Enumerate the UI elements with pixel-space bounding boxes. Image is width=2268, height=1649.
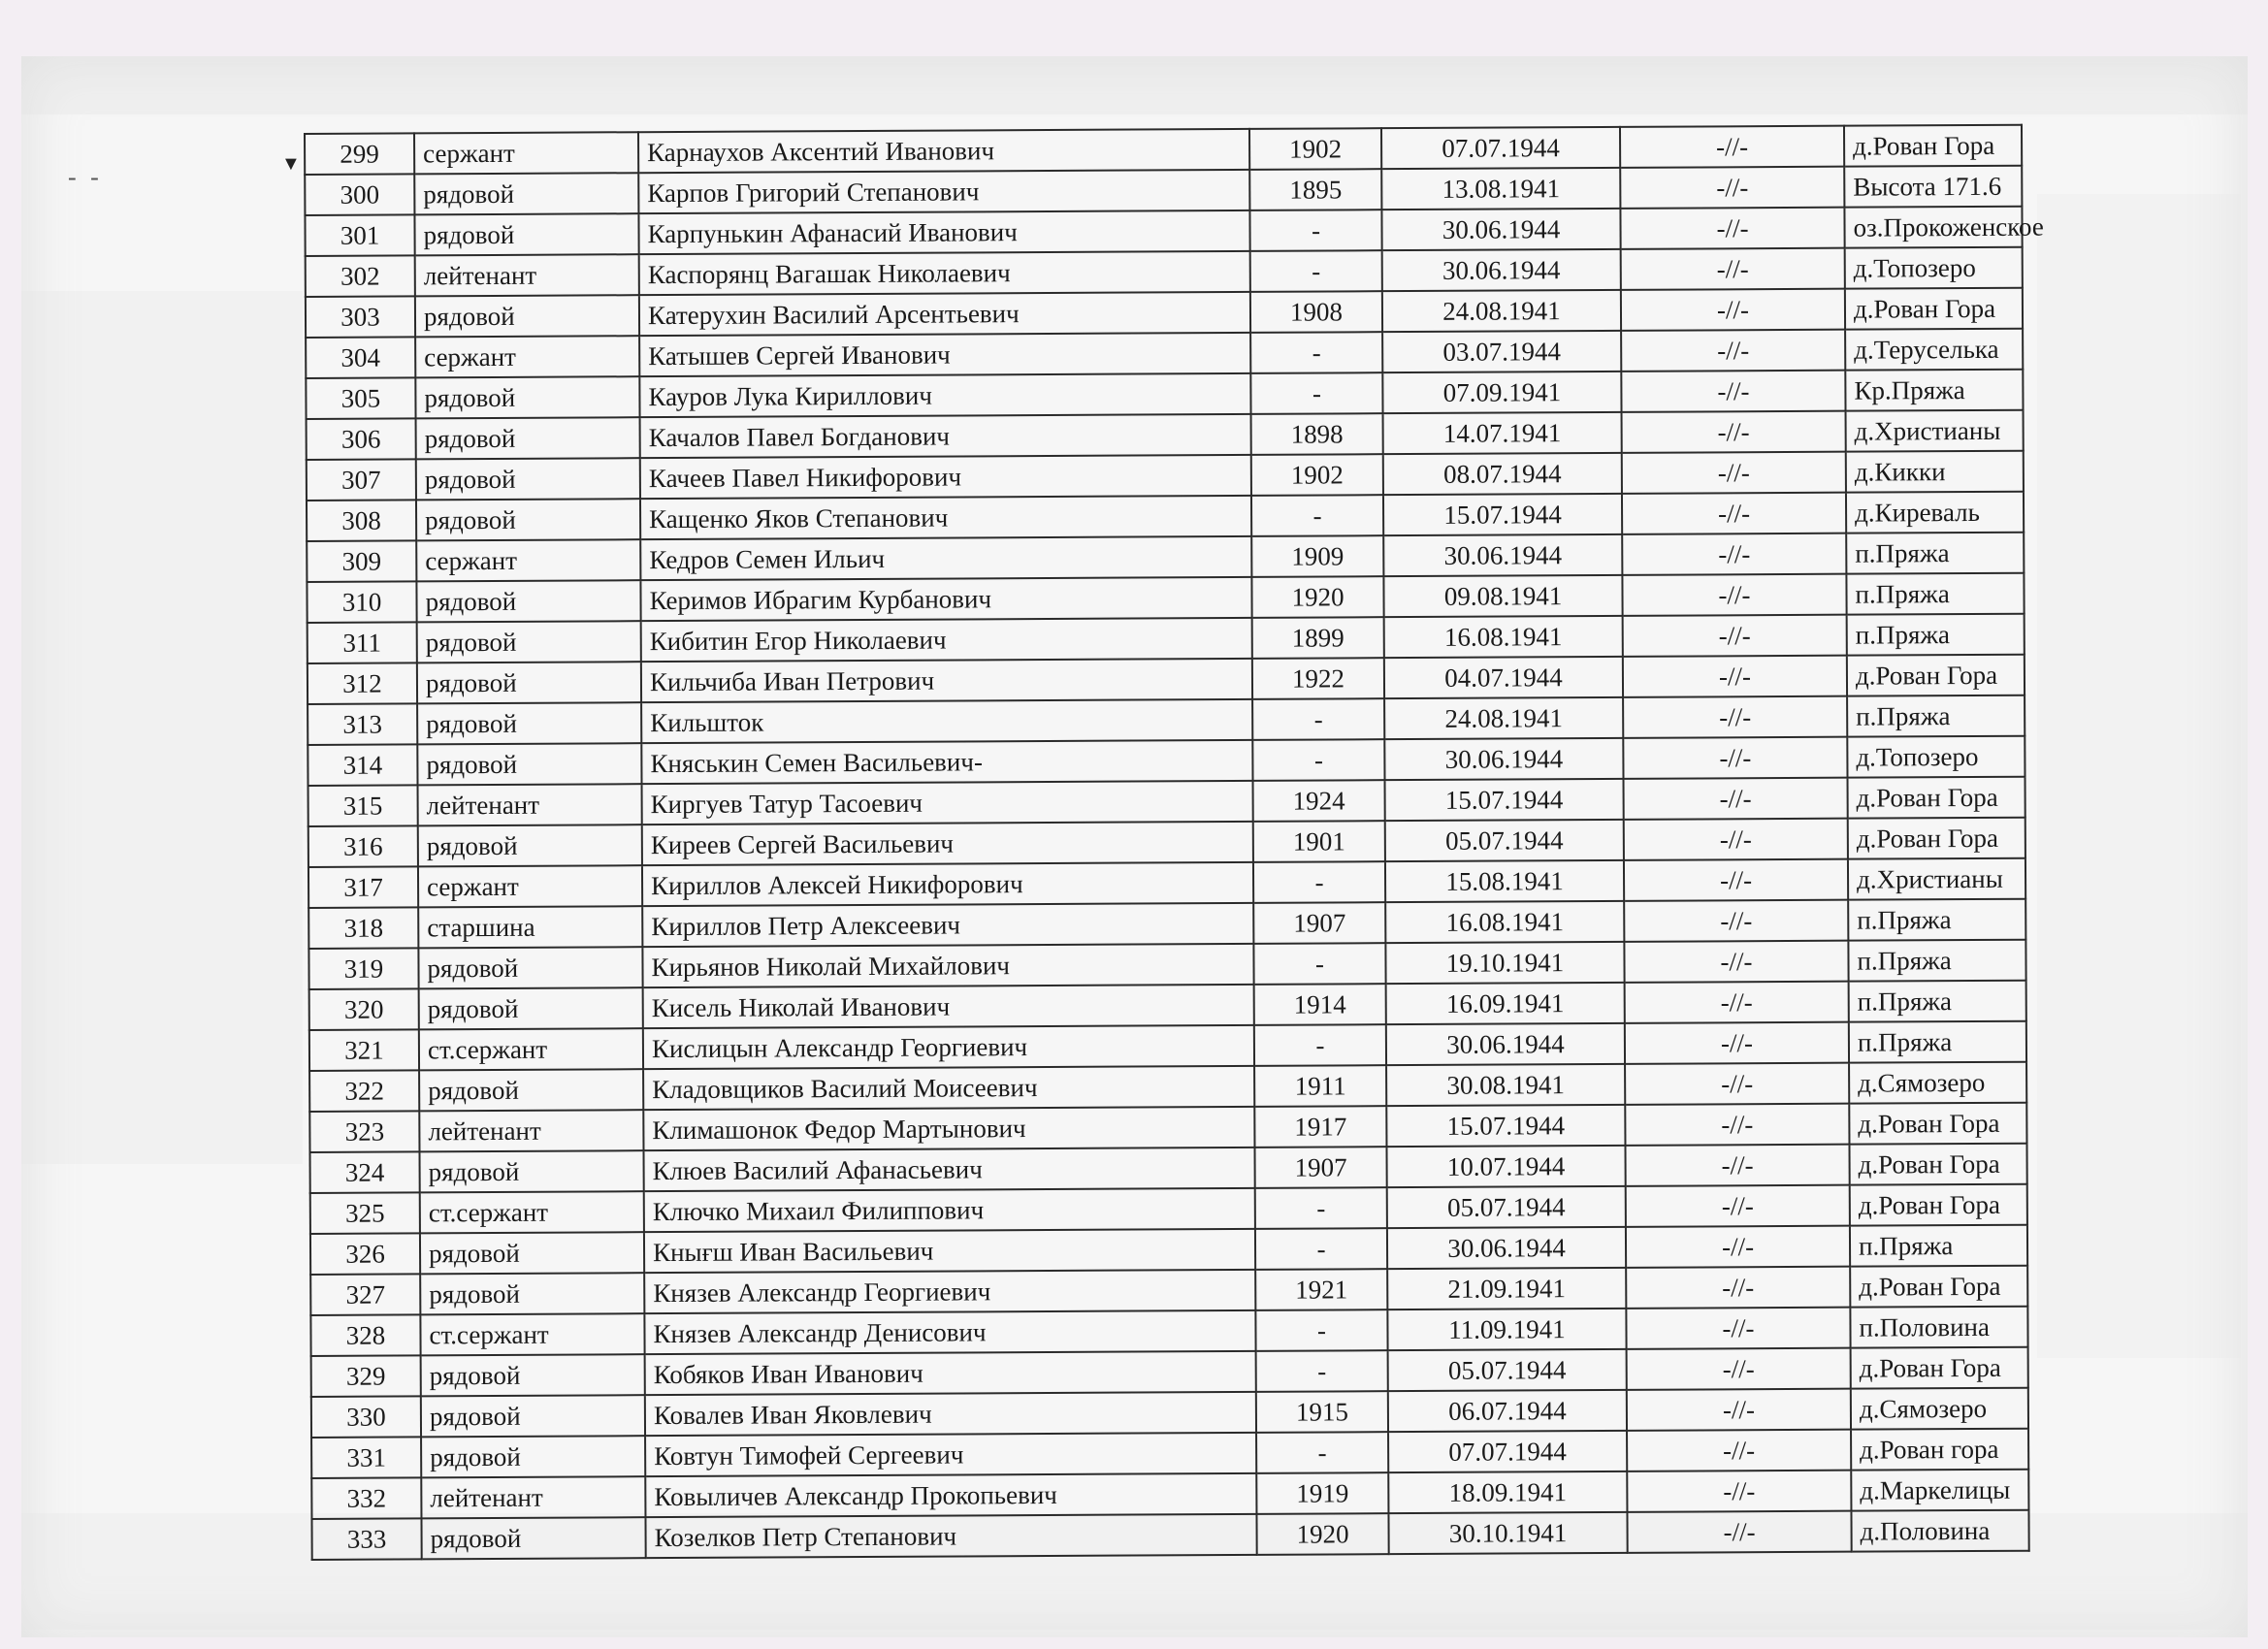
record-date: 16.08.1941 — [1384, 616, 1623, 658]
record-date: 05.07.1944 — [1385, 820, 1624, 861]
record-rank: рядовой — [416, 458, 640, 500]
record-place: Высота 171.6 — [1844, 166, 2022, 208]
record-date: 18.09.1941 — [1388, 1471, 1627, 1513]
record-ditto-mark: -//- — [1622, 493, 1846, 534]
record-place: д.Рован Гора — [1848, 777, 2025, 819]
record-birth-year: 1920 — [1256, 1513, 1388, 1555]
record-number: 301 — [305, 214, 414, 256]
record-ditto-mark: -//- — [1621, 289, 1845, 331]
record-number: 302 — [306, 255, 415, 297]
record-ditto-mark: -//- — [1626, 1226, 1850, 1268]
record-ditto-mark: -//- — [1623, 656, 1847, 697]
record-date: 07.07.1944 — [1381, 127, 1620, 169]
record-birth-year: 1917 — [1254, 1106, 1386, 1148]
record-place: д.Рован Гора — [1849, 1144, 2026, 1185]
record-number: 329 — [311, 1355, 421, 1397]
record-birth-year: 1908 — [1250, 291, 1382, 333]
record-name: Климашонок Федор Мартынович — [643, 1107, 1254, 1150]
record-birth-year: - — [1251, 495, 1383, 536]
record-rank: рядовой — [416, 499, 640, 540]
record-rank: рядовой — [415, 376, 639, 418]
record-ditto-mark: -//- — [1624, 819, 1848, 860]
record-ditto-mark: -//- — [1626, 1185, 1850, 1227]
record-place: д.Сямозеро — [1851, 1388, 2028, 1430]
record-date: 15.07.1944 — [1386, 1105, 1625, 1147]
record-ditto-mark: -//- — [1622, 574, 1846, 616]
record-rank: ст.сержант — [420, 1191, 644, 1233]
record-place: д.Маркелицы — [1851, 1470, 2028, 1511]
record-place: д.Христианы — [1848, 858, 2025, 900]
record-name: Князев Александр Георгиевич — [644, 1270, 1255, 1313]
record-date: 07.09.1941 — [1382, 372, 1621, 413]
record-number: 322 — [309, 1070, 419, 1112]
record-rank: лейтенант — [419, 1110, 643, 1151]
record-rank: рядовой — [417, 621, 641, 663]
records-table-body — [305, 125, 2044, 1560]
record-place: п.Пряжа — [1849, 981, 2026, 1022]
record-number: 304 — [306, 337, 415, 378]
record-number: 312 — [308, 663, 417, 704]
record-date: 19.10.1941 — [1385, 942, 1624, 984]
record-number: 313 — [308, 703, 417, 745]
record-date: 05.07.1944 — [1387, 1186, 1626, 1228]
record-date: 03.07.1944 — [1382, 331, 1621, 372]
record-ditto-mark: -//- — [1620, 167, 1844, 209]
record-number: 309 — [307, 540, 416, 582]
record-place: п.Пряжа — [1846, 533, 2024, 574]
record-ditto-mark: -//- — [1623, 615, 1847, 657]
record-date: 30.06.1944 — [1384, 738, 1623, 780]
record-place: д.Рован гора — [1851, 1429, 2028, 1471]
record-name: Карпов Григорий Степанович — [638, 170, 1249, 213]
record-birth-year: 1911 — [1254, 1065, 1386, 1107]
record-birth-year: 1901 — [1253, 821, 1385, 862]
record-date: 13.08.1941 — [1381, 168, 1620, 210]
record-ditto-mark: -//- — [1625, 982, 1849, 1023]
record-ditto-mark: -//- — [1620, 126, 1844, 168]
record-number: 320 — [309, 988, 419, 1030]
record-place: п.Половина — [1850, 1307, 2027, 1348]
record-number: 328 — [310, 1314, 420, 1356]
record-number: 307 — [307, 459, 416, 501]
record-ditto-mark: -//- — [1626, 1267, 1850, 1309]
record-ditto-mark: -//- — [1624, 900, 1848, 942]
table-row — [311, 1510, 2028, 1560]
record-ditto-mark: -//- — [1621, 371, 1845, 412]
record-place: д.Топозеро — [1845, 247, 2023, 289]
record-name: Княськин Семен Васильевич- — [641, 740, 1252, 784]
record-name: Клюев Василий Афанасьевич — [643, 1148, 1254, 1191]
record-rank: рядовой — [420, 1232, 644, 1274]
record-birth-year: - — [1254, 1024, 1386, 1066]
record-ditto-mark: -//- — [1624, 778, 1848, 820]
record-date: 11.09.1941 — [1387, 1309, 1626, 1350]
record-birth-year: - — [1256, 1350, 1388, 1392]
record-number: 299 — [305, 133, 414, 175]
record-date: 10.07.1944 — [1386, 1146, 1625, 1187]
record-date: 24.08.1941 — [1384, 697, 1623, 739]
record-rank: рядовой — [418, 947, 642, 988]
record-place: Кр.Пряжа — [1845, 370, 2023, 411]
record-name: Кирьянов Николай Михайлович — [642, 944, 1253, 987]
record-rank: рядовой — [417, 743, 641, 785]
record-ditto-mark: -//- — [1627, 1430, 1851, 1471]
record-ditto-mark: -//- — [1627, 1471, 1851, 1512]
record-date: 15.08.1941 — [1385, 860, 1624, 902]
record-place: д.Рован Гора — [1850, 1266, 2027, 1308]
record-place: д.Топозеро — [1847, 736, 2025, 778]
record-date: 30.06.1944 — [1382, 249, 1621, 291]
record-place: д.Рован Гора — [1845, 288, 2023, 330]
record-name: Катышев Сергей Иванович — [639, 333, 1250, 376]
record-number: 333 — [311, 1518, 421, 1560]
record-birth-year: 1907 — [1253, 902, 1385, 944]
record-rank: рядовой — [421, 1517, 645, 1559]
margin-dash-mark: - - — [68, 163, 103, 191]
record-birth-year: - — [1252, 739, 1384, 781]
record-name: Качеев Павел Никифорович — [640, 455, 1251, 499]
record-ditto-mark: -//- — [1624, 941, 1848, 983]
record-name: Качалов Павел Богданович — [640, 414, 1251, 458]
record-name: Ключко Михаил Филиппович — [644, 1188, 1255, 1232]
record-birth-year: 1909 — [1251, 535, 1383, 577]
record-date: 08.07.1944 — [1383, 453, 1622, 495]
record-date: 30.06.1944 — [1386, 1023, 1625, 1065]
record-ditto-mark: -//- — [1625, 1145, 1849, 1186]
record-date: 05.07.1944 — [1388, 1349, 1627, 1391]
record-number: 326 — [310, 1233, 420, 1275]
record-place: д.Половина — [1851, 1510, 2028, 1552]
record-rank: рядовой — [419, 987, 643, 1029]
record-rank: сержант — [416, 539, 640, 581]
record-number: 300 — [305, 174, 414, 215]
record-name: Кнығш Иван Васильевич — [644, 1229, 1255, 1273]
record-place: д.Рован Гора — [1849, 1103, 2026, 1145]
record-ditto-mark: -//- — [1622, 534, 1846, 575]
record-birth-year: 1922 — [1252, 658, 1384, 699]
record-rank: сержант — [415, 336, 639, 377]
record-birth-year: 1899 — [1252, 617, 1384, 659]
record-number: 324 — [310, 1151, 420, 1193]
record-birth-year: - — [1253, 861, 1385, 903]
record-ditto-mark: -//- — [1621, 248, 1845, 290]
record-place: п.Пряжа — [1848, 940, 2025, 982]
record-ditto-mark: -//- — [1623, 737, 1847, 779]
record-name: Козелков Петр Степанович — [645, 1514, 1256, 1558]
record-place: п.Пряжа — [1847, 614, 2025, 656]
record-rank: сержант — [418, 865, 642, 907]
record-birth-year: - — [1250, 372, 1382, 414]
record-date: 24.08.1941 — [1382, 290, 1621, 332]
record-rank: рядовой — [421, 1436, 645, 1477]
record-place: п.Пряжа — [1848, 899, 2025, 941]
record-ditto-mark: -//- — [1622, 452, 1846, 494]
record-date: 15.07.1944 — [1383, 494, 1622, 535]
record-name: Карнаухов Аксентий Иванович — [638, 129, 1249, 173]
record-date: 07.07.1944 — [1388, 1431, 1627, 1472]
record-number: 331 — [311, 1437, 421, 1478]
record-place: п.Пряжа — [1850, 1225, 2027, 1267]
record-date: 16.09.1941 — [1386, 983, 1625, 1024]
record-name: Катерухин Василий Арсентьевич — [639, 292, 1250, 336]
record-name: Кириллов Петр Алексеевич — [642, 903, 1253, 947]
record-place: д.Рован Гора — [1844, 125, 2022, 167]
record-place: д.Христианы — [1846, 410, 2024, 452]
record-birth-year: - — [1256, 1432, 1388, 1473]
record-birth-year: 1902 — [1251, 454, 1383, 496]
record-birth-year: 1921 — [1255, 1269, 1387, 1310]
record-ditto-mark: -//- — [1621, 330, 1845, 372]
record-place: д.Кикки — [1846, 451, 2024, 493]
record-name: Кисель Николай Иванович — [643, 985, 1254, 1028]
record-place: д.Рован Гора — [1851, 1347, 2028, 1389]
record-ditto-mark: -//- — [1623, 696, 1847, 738]
record-name: Кауров Лука Кириллович — [639, 373, 1250, 417]
record-birth-year: 1907 — [1254, 1147, 1386, 1188]
record-date: 21.09.1941 — [1387, 1268, 1626, 1310]
record-name: Кедров Семен Ильич — [640, 536, 1251, 580]
record-number: 310 — [307, 581, 416, 623]
record-birth-year: - — [1255, 1187, 1387, 1229]
record-rank: рядовой — [420, 1150, 644, 1192]
record-rank: лейтенант — [421, 1476, 645, 1518]
record-number: 311 — [308, 622, 417, 663]
record-rank: лейтенант — [415, 254, 639, 296]
record-number: 316 — [308, 825, 418, 867]
record-name: Кильчиба Иван Петрович — [641, 659, 1252, 702]
record-number: 306 — [307, 418, 416, 460]
record-number: 319 — [308, 948, 418, 989]
record-rank: рядовой — [417, 662, 641, 703]
record-number: 325 — [310, 1192, 420, 1234]
record-place: п.Пряжа — [1846, 573, 2024, 615]
record-name: Киргуев Татур Тасоевич — [642, 781, 1253, 824]
record-number: 323 — [309, 1111, 419, 1152]
record-name: Кибитин Егор Николаевич — [641, 618, 1252, 662]
record-name: Керимов Ибрагим Курбанович — [640, 577, 1251, 621]
record-birth-year: - — [1249, 210, 1381, 251]
record-rank: рядовой — [420, 1273, 644, 1314]
record-name: Ковалев Иван Яковлевич — [645, 1392, 1256, 1436]
record-birth-year: - — [1253, 943, 1385, 985]
record-date: 30.06.1944 — [1387, 1227, 1626, 1269]
record-ditto-mark: -//- — [1620, 208, 1844, 249]
record-ditto-mark: -//- — [1622, 411, 1846, 453]
record-birth-year: 1895 — [1249, 169, 1381, 210]
record-ditto-mark: -//- — [1625, 1063, 1849, 1105]
record-date: 15.07.1944 — [1385, 779, 1624, 821]
record-ditto-mark: -//- — [1625, 1022, 1849, 1064]
record-rank: ст.сержант — [419, 1028, 643, 1070]
record-name: Карпунькин Афанасий Иванович — [638, 210, 1249, 254]
record-place: д.Теруселька — [1845, 329, 2023, 371]
record-name: Кильшток — [641, 699, 1252, 743]
record-ditto-mark: -//- — [1624, 859, 1848, 901]
record-name: Князев Александр Денисович — [644, 1310, 1255, 1354]
record-place: д.Киреваль — [1846, 492, 2024, 534]
record-rank: рядовой — [416, 417, 640, 459]
record-date: 16.08.1941 — [1385, 901, 1624, 943]
record-rank: рядовой — [421, 1395, 645, 1437]
record-rank: рядовой — [414, 173, 638, 214]
record-number: 330 — [311, 1396, 421, 1438]
record-name: Каспорянц Вагашак Николаевич — [639, 251, 1250, 295]
record-rank: рядовой — [414, 213, 638, 255]
record-rank: рядовой — [421, 1354, 645, 1396]
record-number: 327 — [310, 1274, 420, 1315]
record-place: п.Пряжа — [1847, 695, 2025, 737]
record-ditto-mark: -//- — [1626, 1308, 1850, 1349]
record-birth-year: 1914 — [1254, 984, 1386, 1025]
records-table — [304, 124, 2044, 1561]
record-name: Кобяков Иван Иванович — [645, 1351, 1256, 1395]
record-number: 317 — [308, 866, 418, 908]
record-place: д.Рован Гора — [1850, 1184, 2027, 1226]
record-birth-year: 1924 — [1253, 780, 1385, 822]
record-birth-year: - — [1250, 332, 1382, 373]
record-place: оз.Прокоженское — [1844, 207, 2022, 248]
record-ditto-mark: -//- — [1627, 1511, 1851, 1553]
record-birth-year: - — [1252, 698, 1384, 740]
record-birth-year: 1902 — [1249, 128, 1381, 170]
record-birth-year: - — [1250, 250, 1382, 292]
record-place: п.Пряжа — [1849, 1021, 2026, 1063]
record-date: 30.08.1941 — [1386, 1064, 1625, 1106]
record-rank: рядовой — [417, 702, 641, 744]
record-date: 30.06.1944 — [1383, 534, 1622, 576]
record-number: 308 — [307, 500, 416, 541]
margin-arrow-icon: ▼ — [281, 153, 301, 175]
record-birth-year: 1898 — [1251, 413, 1383, 455]
record-date: 09.08.1941 — [1383, 575, 1622, 617]
record-rank: лейтенант — [418, 784, 642, 825]
record-name: Киреев Сергей Васильевич — [642, 822, 1253, 865]
record-rank: рядовой — [419, 1069, 643, 1111]
record-rank: ст.сержант — [420, 1313, 644, 1355]
record-ditto-mark: -//- — [1627, 1389, 1851, 1431]
record-name: Кислицын Александр Георгиевич — [643, 1025, 1254, 1069]
record-date: 04.07.1944 — [1384, 657, 1623, 698]
record-place: д.Рован Гора — [1847, 655, 2025, 696]
record-birth-year: - — [1255, 1228, 1387, 1270]
record-ditto-mark: -//- — [1625, 1104, 1849, 1146]
record-birth-year: - — [1255, 1310, 1387, 1351]
record-place: д.Рован Гора — [1848, 818, 2025, 859]
record-birth-year: 1920 — [1251, 576, 1383, 618]
record-place: д.Сямозеро — [1849, 1062, 2026, 1104]
record-rank: рядовой — [416, 580, 640, 622]
record-name: Ковыличев Александр Прокопьевич — [645, 1473, 1256, 1517]
record-ditto-mark: -//- — [1627, 1348, 1851, 1390]
record-name: Ковтун Тимофей Сергеевич — [645, 1433, 1256, 1476]
record-date: 30.10.1941 — [1388, 1512, 1627, 1554]
record-name: Кладовщиков Василий Моисеевич — [643, 1066, 1254, 1110]
record-number: 315 — [308, 785, 418, 826]
record-number: 321 — [309, 1029, 419, 1071]
record-number: 332 — [311, 1477, 421, 1519]
record-number: 314 — [308, 744, 417, 786]
record-date: 30.06.1944 — [1381, 209, 1620, 250]
record-rank: рядовой — [415, 295, 639, 337]
record-birth-year: 1915 — [1256, 1391, 1388, 1433]
record-number: 318 — [308, 907, 418, 949]
record-rank: рядовой — [418, 824, 642, 866]
record-number: 305 — [306, 377, 415, 419]
record-date: 06.07.1944 — [1388, 1390, 1627, 1432]
record-rank: сержант — [414, 132, 638, 174]
record-number: 303 — [306, 296, 415, 338]
record-name: Кириллов Алексей Никифорович — [642, 862, 1253, 906]
record-rank: старшина — [418, 906, 642, 948]
record-name: Кащенко Яков Степанович — [640, 496, 1251, 539]
record-date: 14.07.1941 — [1383, 412, 1622, 454]
record-birth-year: 1919 — [1256, 1472, 1388, 1514]
